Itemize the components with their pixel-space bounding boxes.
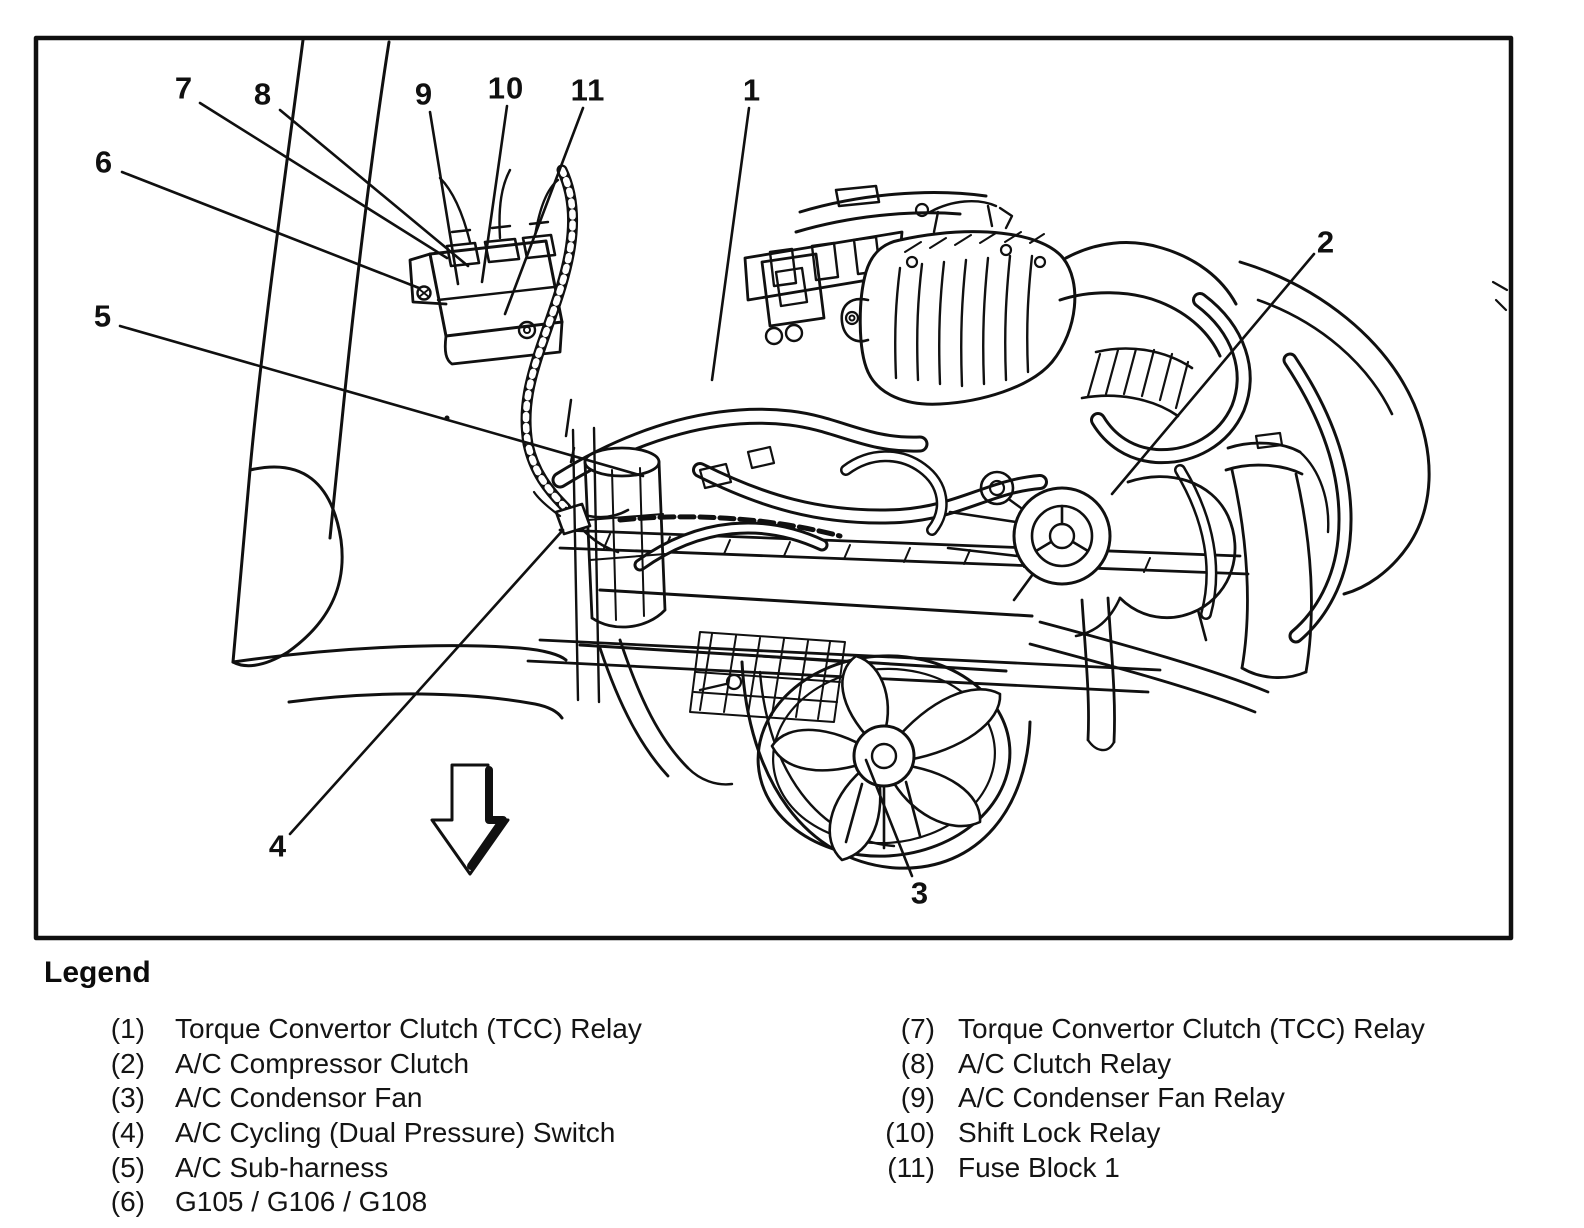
legend-item-label: A/C Condenser Fan Relay <box>958 1082 1285 1114</box>
callout-9: 9 <box>414 76 434 112</box>
legend-item-label: A/C Cycling (Dual Pressure) Switch <box>175 1117 616 1149</box>
callout-8: 8 <box>253 76 273 112</box>
leader-lines <box>120 103 1314 876</box>
condenser-fan <box>742 647 1030 868</box>
engine-intake <box>745 186 1507 594</box>
legend-item-label: Torque Convertor Clutch (TCC) Relay <box>958 1013 1425 1045</box>
legend-item-label: A/C Clutch Relay <box>958 1047 1172 1079</box>
legend-item-label: A/C Compressor Clutch <box>175 1047 470 1079</box>
callout-1: 1 <box>742 72 762 108</box>
legend-item-number: (5) <box>110 1151 145 1183</box>
legend-item-number: (1) <box>110 1013 145 1045</box>
down-arrow <box>432 765 508 874</box>
callout-10: 10 <box>487 70 525 106</box>
legend-item-label: G105 / G106 / G108 <box>175 1186 428 1218</box>
legend-item-label: Fuse Block 1 <box>958 1151 1120 1183</box>
leader-8 <box>280 110 468 266</box>
legend-item-number: (3) <box>110 1082 145 1114</box>
leader-4 <box>290 530 563 834</box>
legend-item-label: Shift Lock Relay <box>958 1117 1161 1149</box>
legend-item-number: (11) <box>887 1151 935 1183</box>
callout-2: 2 <box>1316 224 1336 260</box>
callout-7: 7 <box>174 70 194 106</box>
callout-5: 5 <box>93 298 113 334</box>
callout-11: 11 <box>570 72 606 108</box>
legend-item-number: (9) <box>900 1082 935 1114</box>
legend-item-number: (6) <box>110 1186 145 1218</box>
legend-item-label: Torque Convertor Clutch (TCC) Relay <box>175 1013 642 1045</box>
legend-item-number: (4) <box>110 1117 145 1149</box>
leader-1 <box>712 108 749 380</box>
subframe-rails <box>528 530 1268 712</box>
legend-item-number: (2) <box>110 1047 145 1079</box>
leader-2 <box>1112 254 1314 494</box>
legend-item-label: A/C Condensor Fan <box>175 1082 423 1114</box>
legend-item-label: A/C Sub-harness <box>175 1151 389 1183</box>
relay-fuse-block <box>410 170 562 364</box>
leader-7 <box>200 103 447 258</box>
callout-3: 3 <box>910 875 930 911</box>
leader-5 <box>120 326 643 476</box>
legend-item-number: (10) <box>885 1117 935 1149</box>
callout-6: 6 <box>94 144 114 180</box>
legend-title: Legend <box>44 956 151 989</box>
legend-item-number: (7) <box>900 1013 935 1045</box>
legend-item-number: (8) <box>900 1047 935 1079</box>
callout-4: 4 <box>268 828 288 864</box>
diagram-frame <box>36 38 1511 938</box>
